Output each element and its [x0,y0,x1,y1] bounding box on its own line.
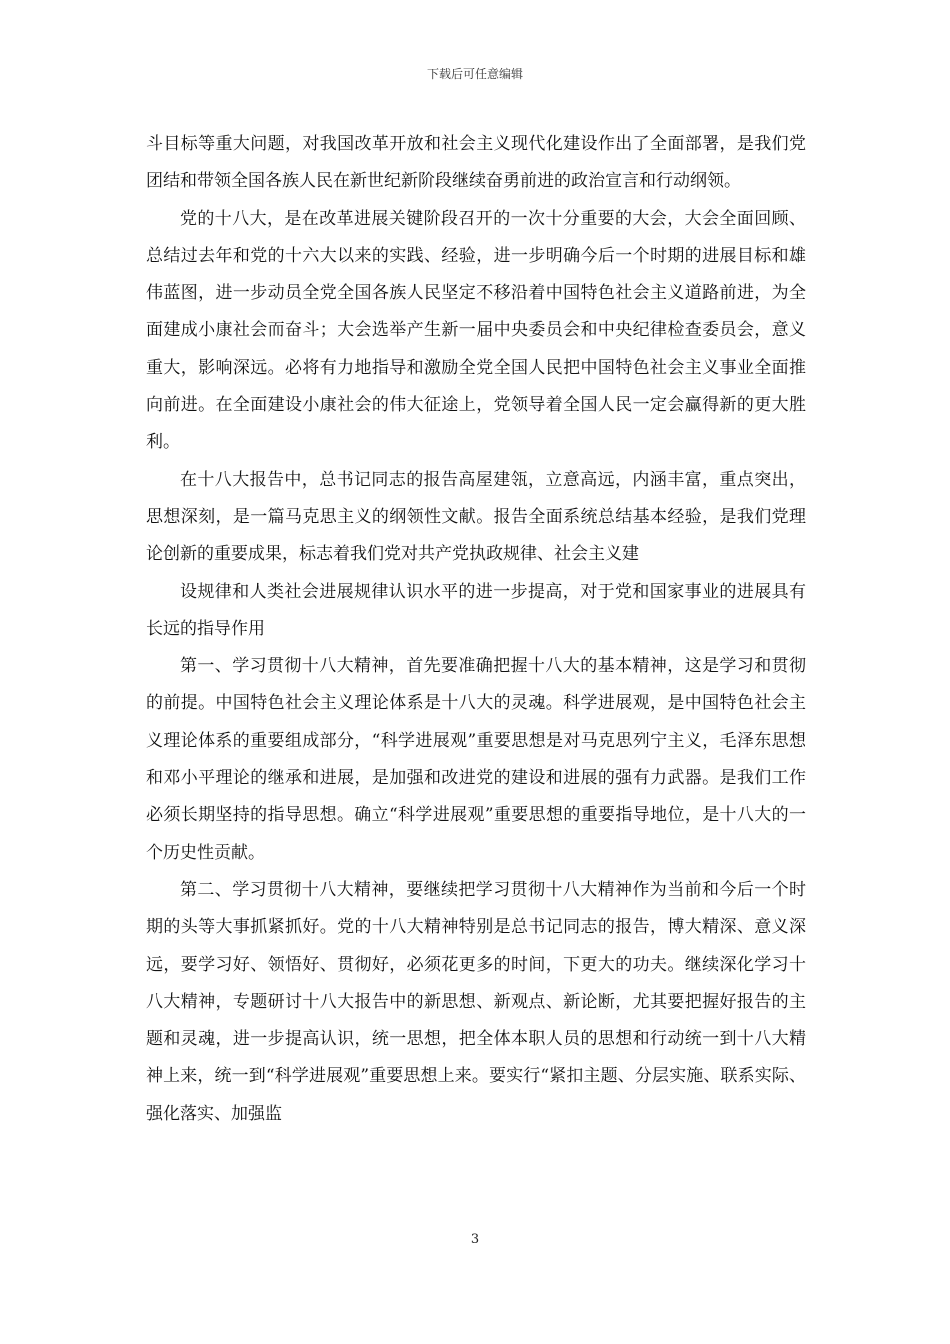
paragraph-6: 第二、学习贯彻十八大精神，要继续把学习贯彻十八大精神作为当前和今后一个时期的头等大事抓紧抓好。党的十八大精神特别是总书记同志的报告，博大精深、意义深远，要学习好、领悟好、贯彻好，必须花更多的时间，下更大的功夫。继续深化学习十八大精神，专题研讨十八大报告中的新思想、新观点、新论断，尤其要把握好报告的主题和灵魂，进一步提高认识，统一思想，把全体本职人员的思想和行动统一到十八大精神上来，统一到“科学进展观”重要思想上来。要实行“紧扣主题、分层实施、联系实际、强化落实、加强监 [146,879,806,1124]
page-number: 3 [470,1232,480,1247]
paragraph-5: 第一、学习贯彻十八大精神，首先要准确把握十八大的基本精神，这是学习和贯彻的前提。中国特色社会主义理论体系是十八大的灵魂。科学进展观，是中国特色社会主义理论体系的重要组成部分，“科学进展观”重要思想是对马克思列宁主义，毛泽东思想和邓小平理论的继承和进展，是加强和改进党的建设和进展的强有力武器。是我们工作必须长期坚持的指导思想。确立“科学进展观”重要思想的重要指导地位，是十八大的一个历史性贡献。 [146,656,806,863]
paragraph-3: 在十八大报告中，总书记同志的报告高屋建瓴，立意高远，内涵丰富，重点突出，思想深刻，是一篇马克思主义的纲领性文献。报告全面系统总结基本经验，是我们党理论创新的重要成果，标志着我们党对共产党执政规律、社会主义建 [146,469,806,565]
paragraph-4: 设规律和人类社会进展规律认识水平的进一步提高，对于党和国家事业的进展具有长远的指导作用 [146,581,806,639]
paragraph-2: 党的十八大，是在改革进展关键阶段召开的一次十分重要的大会，大会全面回顾、总结过去年和党的十六大以来的实践、经验，进一步明确今后一个时期的进展目标和雄伟蓝图，进一步动员全党全国各族人民坚定不移沿着中国特色社会主义道路前进，为全面建成小康社会而奋斗；大会选举产生新一届中央委员会和中央纪律检查委员会，意义重大，影响深远。必将有力地指导和激励全党全国人民把中国特色社会主义事业全面推向前进。在全面建设小康社会的伟大征途上，党领导着全国人民一定会赢得新的更大胜利。 [146,208,806,453]
paragraph-1: 斗目标等重大问题，对我国改革开放和社会主义现代化建设作出了全面部署，是我们党团结和带领全国各族人民在新世纪新阶段继续奋勇前进的政治宣言和行动纲领。 [146,134,806,192]
document-body [146,126,806,1133]
page-header: 下载后可任意编辑 [426,67,523,81]
